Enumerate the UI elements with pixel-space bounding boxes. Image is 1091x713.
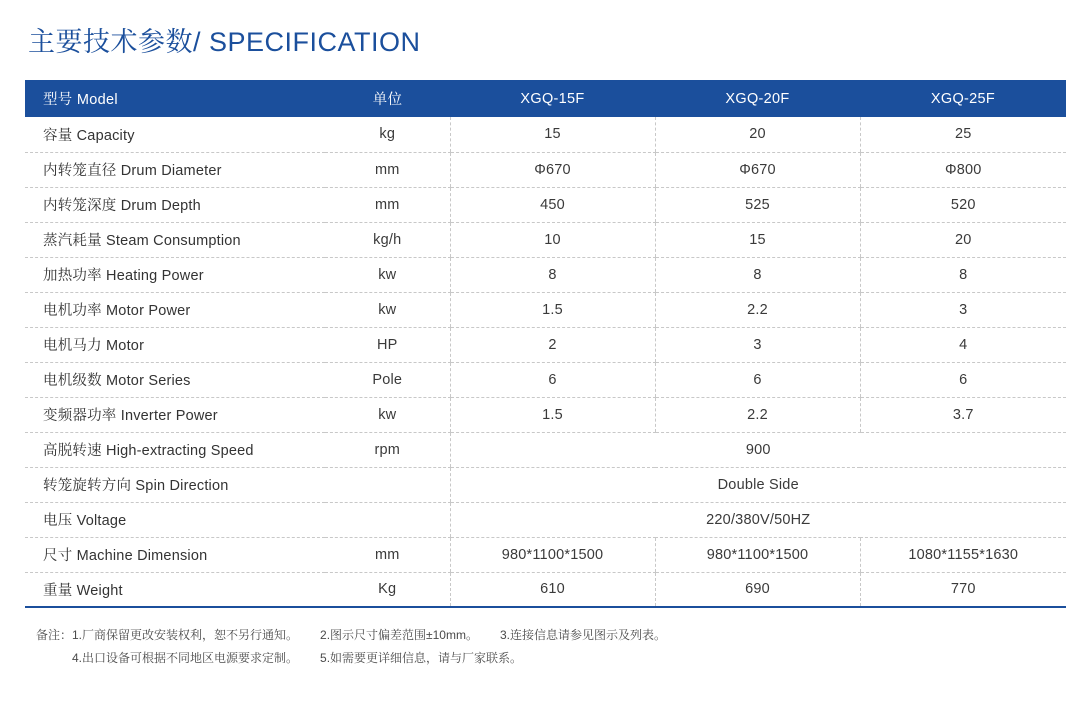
row-unit: Pole <box>325 362 450 397</box>
table-row <box>25 257 1066 292</box>
row-value: 25 <box>860 117 1066 152</box>
row-value: 690 <box>655 572 860 607</box>
row-label: 电机马力 Motor <box>25 327 325 362</box>
table-notes <box>36 624 688 670</box>
row-unit: kg/h <box>325 222 450 257</box>
row-value: 15 <box>655 222 860 257</box>
column-header-xgq15f: XGQ-15F <box>450 80 655 117</box>
row-value: 3 <box>860 292 1066 327</box>
note-item: 2.图示尺寸偏差范围±10mm。 <box>320 628 478 642</box>
table-row <box>25 327 1066 362</box>
table-row <box>25 502 1066 537</box>
notes-line-2 <box>36 647 688 670</box>
row-value: 610 <box>450 572 655 607</box>
row-label: 变频器功率 Inverter Power <box>25 397 325 432</box>
row-value: 770 <box>860 572 1066 607</box>
row-unit: rpm <box>325 432 450 467</box>
row-unit: HP <box>325 327 450 362</box>
column-header-xgq20f: XGQ-20F <box>655 80 860 117</box>
row-value: 2.2 <box>655 292 860 327</box>
row-value: 3.7 <box>860 397 1066 432</box>
row-label: 蒸汽耗量 Steam Consumption <box>25 222 325 257</box>
notes-line-1 <box>36 624 688 647</box>
row-value: Φ800 <box>860 152 1066 187</box>
table-row <box>25 362 1066 397</box>
table-header <box>25 80 1066 117</box>
row-value: 10 <box>450 222 655 257</box>
row-unit: Kg <box>325 572 450 607</box>
note-item: 5.如需要更详细信息，请与厂家联系。 <box>320 650 523 665</box>
row-label: 电机级数 Motor Series <box>25 362 325 397</box>
row-value: 3 <box>655 327 860 362</box>
row-unit <box>325 467 450 502</box>
row-label: 内转笼深度 Drum Depth <box>25 187 325 222</box>
row-label: 电机功率 Motor Power <box>25 292 325 327</box>
table-row <box>25 187 1066 222</box>
table-row <box>25 152 1066 187</box>
table-row <box>25 222 1066 257</box>
row-value: 525 <box>655 187 860 222</box>
row-value: 1080*1155*1630 <box>860 537 1066 572</box>
table-body <box>25 117 1066 607</box>
row-value: 980*1100*1500 <box>655 537 860 572</box>
table-row <box>25 432 1066 467</box>
row-value: 520 <box>860 187 1066 222</box>
row-label: 转笼旋转方向 Spin Direction <box>25 467 325 502</box>
row-value: 8 <box>450 257 655 292</box>
row-value-merged: Double Side <box>450 467 1066 502</box>
note-item: 备注：1.厂商保留更改安装权利，恕不另行通知。 <box>36 628 299 642</box>
row-label: 加热功率 Heating Power <box>25 257 325 292</box>
table-row <box>25 537 1066 572</box>
column-header-xgq25f: XGQ-25F <box>860 80 1066 117</box>
page-title-cn: 主要技术参数 <box>28 27 193 57</box>
row-unit: mm <box>325 152 450 187</box>
row-value: 15 <box>450 117 655 152</box>
row-unit: kw <box>325 397 450 432</box>
row-value: 1.5 <box>450 397 655 432</box>
row-value: 6 <box>450 362 655 397</box>
row-value: 2.2 <box>655 397 860 432</box>
row-value: 4 <box>860 327 1066 362</box>
table-row <box>25 467 1066 502</box>
note-item: 3.连接信息请参见图示及列表。 <box>499 628 666 642</box>
row-label: 高脱转速 High-extracting Speed <box>25 432 325 467</box>
row-unit: mm <box>325 187 450 222</box>
row-label: 电压 Voltage <box>25 502 325 537</box>
row-label: 内转笼直径 Drum Diameter <box>25 152 325 187</box>
table-row <box>25 292 1066 327</box>
note-item: 4.出口设备可根据不同地区电源要求定制。 <box>72 650 299 665</box>
row-value: 20 <box>860 222 1066 257</box>
row-value: 6 <box>655 362 860 397</box>
row-value: 8 <box>860 257 1066 292</box>
row-value: Φ670 <box>655 152 860 187</box>
table-header-row <box>25 80 1066 117</box>
row-value: 1.5 <box>450 292 655 327</box>
row-value-merged: 900 <box>450 432 1066 467</box>
table-row <box>25 117 1066 152</box>
row-value: 450 <box>450 187 655 222</box>
row-unit: kg <box>325 117 450 152</box>
row-unit: kw <box>325 257 450 292</box>
page-title-en: / SPECIFICATION <box>193 27 421 57</box>
table-row <box>25 572 1066 607</box>
row-value: Φ670 <box>450 152 655 187</box>
table-row <box>25 397 1066 432</box>
row-label: 尺寸 Machine Dimension <box>25 537 325 572</box>
row-unit <box>325 502 450 537</box>
row-unit: kw <box>325 292 450 327</box>
row-value: 8 <box>655 257 860 292</box>
row-value: 20 <box>655 117 860 152</box>
row-value: 6 <box>860 362 1066 397</box>
column-header-model: 型号 Model <box>25 80 325 117</box>
page-title <box>28 20 421 59</box>
specification-table <box>25 80 1066 608</box>
row-value: 2 <box>450 327 655 362</box>
row-value-merged: 220/380V/50HZ <box>450 502 1066 537</box>
column-header-unit: 单位 <box>325 80 450 117</box>
row-label: 容量 Capacity <box>25 117 325 152</box>
row-label: 重量 Weight <box>25 572 325 607</box>
row-value: 980*1100*1500 <box>450 537 655 572</box>
row-unit: mm <box>325 537 450 572</box>
